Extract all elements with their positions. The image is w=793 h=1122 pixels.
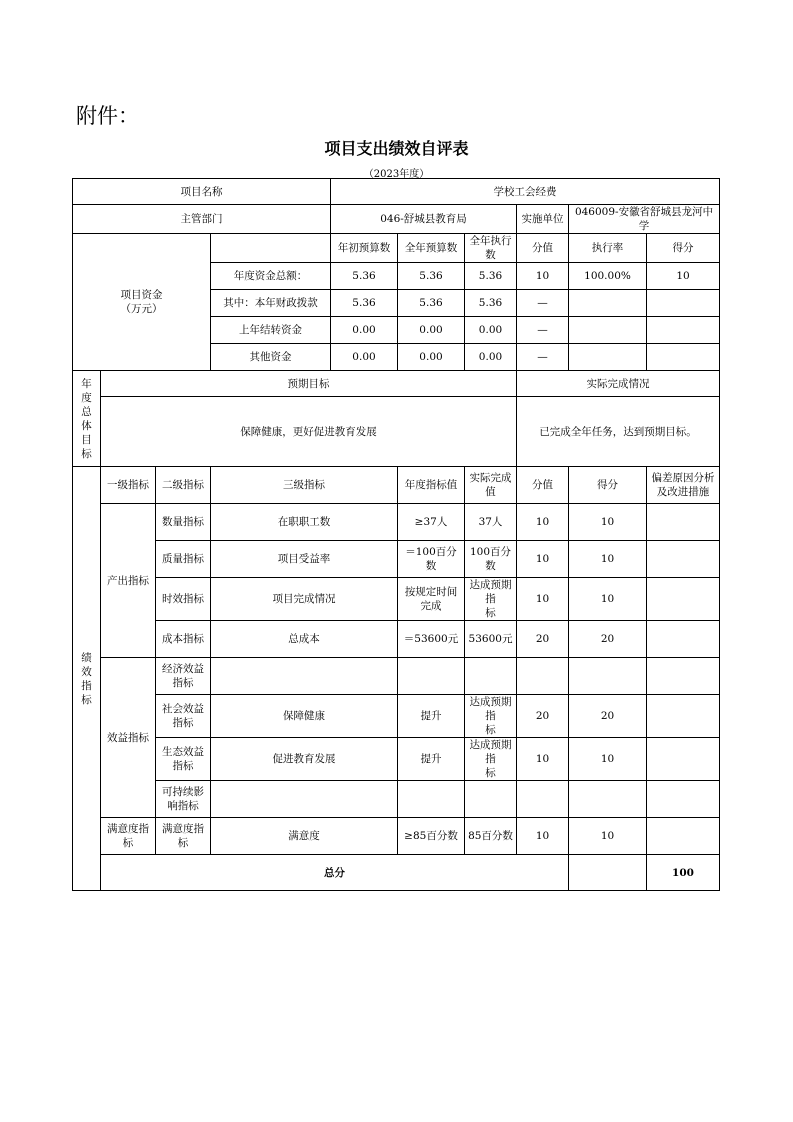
indicator-row bbox=[73, 504, 720, 541]
deviation-cell bbox=[647, 695, 720, 738]
actual-cell: 达成预期指 标 bbox=[465, 578, 517, 621]
output-indicator-label: 产出指标 bbox=[101, 504, 156, 658]
project-name-row bbox=[73, 179, 720, 205]
actual-cell: 100百分数 bbox=[465, 541, 517, 578]
actual-header: 实际完成值 bbox=[465, 467, 517, 504]
actual-cell: 37人 bbox=[465, 504, 517, 541]
evaluation-table bbox=[72, 178, 720, 891]
indicator-row bbox=[73, 578, 720, 621]
score-value-cell: 10 bbox=[517, 541, 569, 578]
funds-executed: 0.00 bbox=[465, 317, 517, 344]
indicators-label: 绩 效 指 标 bbox=[73, 467, 101, 891]
score-value-header: 分值 bbox=[517, 467, 569, 504]
funds-score-value: — bbox=[517, 344, 569, 371]
funds-score bbox=[647, 317, 720, 344]
deviation-header: 偏差原因分析 及改进措施 bbox=[647, 467, 720, 504]
total-row bbox=[73, 855, 720, 891]
funds-initial: 5.36 bbox=[331, 263, 398, 290]
level3-cell: 总成本 bbox=[211, 621, 398, 658]
score-cell bbox=[569, 658, 647, 695]
funds-score-value: 10 bbox=[517, 263, 569, 290]
level2-cell: 数量指标 bbox=[156, 504, 211, 541]
dept-label: 主管部门 bbox=[73, 205, 331, 234]
indicator-row bbox=[73, 621, 720, 658]
target-cell: 提升 bbox=[398, 695, 465, 738]
total-label: 总分 bbox=[101, 855, 569, 891]
funds-row-label: 年度资金总额： bbox=[211, 263, 331, 290]
funds-initial: 5.36 bbox=[331, 290, 398, 317]
funds-annual: 0.00 bbox=[398, 344, 465, 371]
target-cell: ≥37人 bbox=[398, 504, 465, 541]
target-cell bbox=[398, 781, 465, 818]
target-cell: ＝100百分数 bbox=[398, 541, 465, 578]
score-value-cell: 10 bbox=[517, 504, 569, 541]
score-value-cell: 20 bbox=[517, 621, 569, 658]
project-name-value: 学校工会经费 bbox=[331, 179, 720, 205]
target-cell: ≥85百分数 bbox=[398, 818, 465, 855]
score-value-cell: 10 bbox=[517, 738, 569, 781]
level3-cell: 在职职工数 bbox=[211, 504, 398, 541]
funds-header-rate: 执行率 bbox=[569, 234, 647, 263]
unit-label: 实施单位 bbox=[517, 205, 569, 234]
funds-rate bbox=[569, 317, 647, 344]
actual-cell: 53600元 bbox=[465, 621, 517, 658]
score-value-cell bbox=[517, 658, 569, 695]
level1-header: 一级指标 bbox=[101, 467, 156, 504]
indicators-header-row bbox=[73, 467, 720, 504]
dept-row bbox=[73, 205, 720, 234]
indicator-row bbox=[73, 658, 720, 695]
funds-executed: 5.36 bbox=[465, 263, 517, 290]
actual-cell bbox=[465, 781, 517, 818]
score-value-cell: 10 bbox=[517, 578, 569, 621]
target-header: 年度指标值 bbox=[398, 467, 465, 504]
total-score-value: 100 bbox=[647, 855, 720, 891]
funds-header-annual: 全年预算数 bbox=[398, 234, 465, 263]
attachment-label: 附件： bbox=[76, 104, 139, 128]
level2-cell: 生态效益 指标 bbox=[156, 738, 211, 781]
score-cell: 20 bbox=[569, 695, 647, 738]
funds-row-label: 上年结转资金 bbox=[211, 317, 331, 344]
level2-cell: 时效指标 bbox=[156, 578, 211, 621]
deviation-cell bbox=[647, 621, 720, 658]
score-value-cell: 20 bbox=[517, 695, 569, 738]
score-cell bbox=[569, 781, 647, 818]
level3-cell: 项目完成情况 bbox=[211, 578, 398, 621]
level2-cell: 满意度指 标 bbox=[156, 818, 211, 855]
goals-header-row bbox=[73, 371, 720, 397]
indicator-row bbox=[73, 738, 720, 781]
score-cell: 10 bbox=[569, 738, 647, 781]
expected-goal-label: 预期目标 bbox=[101, 371, 517, 397]
score-value-cell: 10 bbox=[517, 818, 569, 855]
funds-label: 项目资金 （万元） bbox=[73, 234, 211, 371]
funds-score bbox=[647, 290, 720, 317]
funds-row-label: 其中：本年财政拨款 bbox=[211, 290, 331, 317]
funds-annual: 5.36 bbox=[398, 263, 465, 290]
deviation-cell bbox=[647, 781, 720, 818]
score-cell: 20 bbox=[569, 621, 647, 658]
funds-initial: 0.00 bbox=[331, 317, 398, 344]
funds-header-initial: 年初预算数 bbox=[331, 234, 398, 263]
score-cell: 10 bbox=[569, 818, 647, 855]
indicator-row bbox=[73, 541, 720, 578]
deviation-cell bbox=[647, 578, 720, 621]
level2-cell: 可持续影 响指标 bbox=[156, 781, 211, 818]
deviation-cell bbox=[647, 658, 720, 695]
funds-score-value: — bbox=[517, 317, 569, 344]
satisfaction-indicator-label: 满意度指 标 bbox=[101, 818, 156, 855]
score-value-cell bbox=[517, 781, 569, 818]
deviation-cell bbox=[647, 738, 720, 781]
target-cell: ＝53600元 bbox=[398, 621, 465, 658]
level2-cell: 成本指标 bbox=[156, 621, 211, 658]
actual-goal-value: 已完成全年任务，达到预期目标。 bbox=[517, 397, 720, 467]
goals-label: 年 度 总 体 目 标 bbox=[73, 371, 101, 467]
expected-goal-value: 保障健康，更好促进教育发展 bbox=[101, 397, 517, 467]
actual-cell: 达成预期指 标 bbox=[465, 738, 517, 781]
indicator-row bbox=[73, 695, 720, 738]
funds-rate bbox=[569, 344, 647, 371]
target-cell: 提升 bbox=[398, 738, 465, 781]
page-title: 项目支出绩效自评表 bbox=[324, 139, 469, 158]
level2-cell: 社会效益 指标 bbox=[156, 695, 211, 738]
score-cell: 10 bbox=[569, 578, 647, 621]
level3-cell bbox=[211, 781, 398, 818]
level3-cell: 保障健康 bbox=[211, 695, 398, 738]
funds-header-score: 得分 bbox=[647, 234, 720, 263]
deviation-cell bbox=[647, 541, 720, 578]
funds-rate: 100.00% bbox=[569, 263, 647, 290]
total-blank bbox=[569, 855, 647, 891]
level3-cell bbox=[211, 658, 398, 695]
funds-rate bbox=[569, 290, 647, 317]
level3-cell: 项目受益率 bbox=[211, 541, 398, 578]
deviation-cell bbox=[647, 818, 720, 855]
unit-value: 046009-安徽省舒城县龙河中学 bbox=[569, 205, 720, 234]
actual-cell: 85百分数 bbox=[465, 818, 517, 855]
funds-initial: 0.00 bbox=[331, 344, 398, 371]
dept-value: 046-舒城县教育局 bbox=[331, 205, 517, 234]
level3-header: 三级指标 bbox=[211, 467, 398, 504]
funds-executed: 5.36 bbox=[465, 290, 517, 317]
funds-header-score-value: 分值 bbox=[517, 234, 569, 263]
target-cell: 按规定时间 完成 bbox=[398, 578, 465, 621]
benefit-indicator-label: 效益指标 bbox=[101, 658, 156, 818]
level2-header: 二级指标 bbox=[156, 467, 211, 504]
funds-executed: 0.00 bbox=[465, 344, 517, 371]
funds-header-blank bbox=[211, 234, 331, 263]
goals-content-row bbox=[73, 397, 720, 467]
indicator-row bbox=[73, 818, 720, 855]
level3-cell: 促进教育发展 bbox=[211, 738, 398, 781]
indicator-row bbox=[73, 781, 720, 818]
deviation-cell bbox=[647, 504, 720, 541]
actual-cell: 达成预期指 标 bbox=[465, 695, 517, 738]
level3-cell: 满意度 bbox=[211, 818, 398, 855]
funds-score bbox=[647, 344, 720, 371]
funds-annual: 5.36 bbox=[398, 290, 465, 317]
funds-score: 10 bbox=[647, 263, 720, 290]
level2-cell: 经济效益 指标 bbox=[156, 658, 211, 695]
level2-cell: 质量指标 bbox=[156, 541, 211, 578]
target-cell bbox=[398, 658, 465, 695]
project-name-label: 项目名称 bbox=[73, 179, 331, 205]
score-cell: 10 bbox=[569, 504, 647, 541]
year-label: （2023年度） bbox=[363, 169, 430, 180]
funds-score-value: — bbox=[517, 290, 569, 317]
actual-goal-label: 实际完成情况 bbox=[517, 371, 720, 397]
funds-header-row bbox=[73, 234, 720, 263]
actual-cell bbox=[465, 658, 517, 695]
score-header: 得分 bbox=[569, 467, 647, 504]
funds-header-executed: 全年执行数 bbox=[465, 234, 517, 263]
funds-annual: 0.00 bbox=[398, 317, 465, 344]
funds-row-label: 其他资金 bbox=[211, 344, 331, 371]
score-cell: 10 bbox=[569, 541, 647, 578]
